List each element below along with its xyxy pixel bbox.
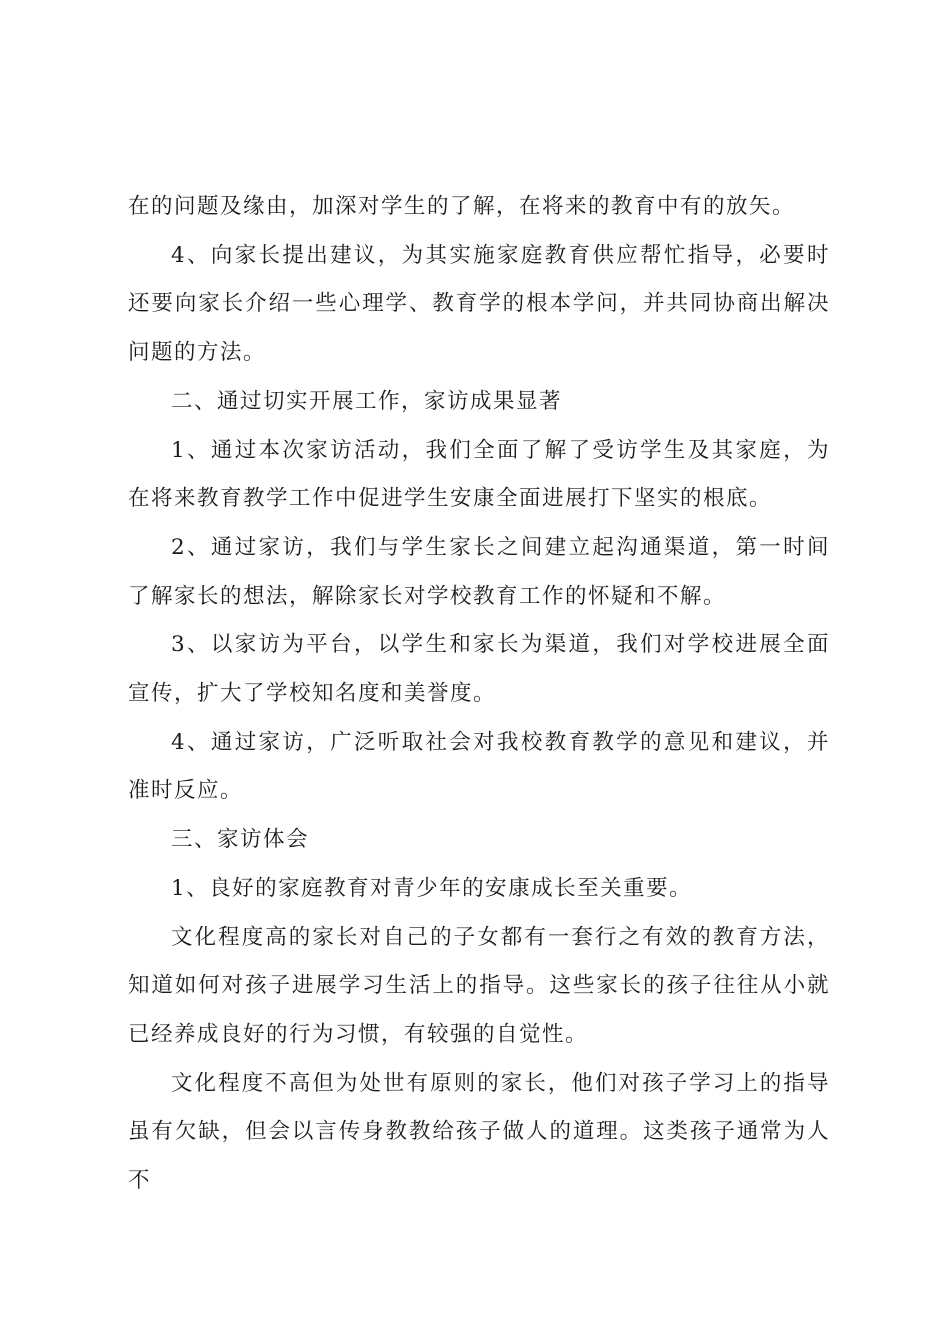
paragraph-result-item-2: 2、通过家访，我们与学生家长之间建立起沟通渠道，第一时间了解家长的想法，解除家长对学校教育工作的怀疑和不解。: [128, 534, 830, 609]
paragraph-educated-parents: 文化程度高的家长对自己的子女都有一套行之有效的教育方法，知道如何对孩子进展学习生活上的指导。这些家长的孩子往往从小就已经养成良好的行为习惯，有较强的自觉性。: [128, 924, 830, 1047]
paragraph-insight-item-1: 1、良好的家庭教育对青少年的安康成长至关重要。: [171, 875, 693, 901]
paragraph-result-item-4: 4、通过家访，广泛听取社会对我校教育教学的意见和建议，并准时反应。: [128, 729, 830, 804]
paragraph-result-item-3: 3、以家访为平台，以学生和家长为渠道，我们对学校进展全面宣传，扩大了学校知名度和美誉度。: [128, 632, 830, 707]
paragraph-continuation: 在的问题及缘由，加深对学生的了解，在将来的教育中有的放矢。: [128, 194, 796, 219]
section-heading-3: 三、家访体会: [171, 827, 310, 853]
paragraph-suggestion-item-4: 4、向家长提出建议，为其实施家庭教育供应帮忙指导，必要时还要向家长介绍一些心理学、教育学的根本学问，并共同协商出解决问题的方法。: [128, 242, 830, 366]
paragraph-result-item-1: 1、通过本次家访活动，我们全面了解了受访学生及其家庭，为在将来教育教学工作中促进学生安康全面进展打下坚实的根底。: [128, 437, 830, 512]
document-body: [128, 183, 830, 1206]
paragraph-principled-parents: 文化程度不高但为处世有原则的家长，他们对孩子学习上的指导虽有欠缺，但会以言传身教教给孩子做人的道理。这类孩子通常为人不: [128, 1070, 830, 1194]
section-heading-2: 二、通过切实开展工作，家访成果显著: [171, 388, 563, 414]
